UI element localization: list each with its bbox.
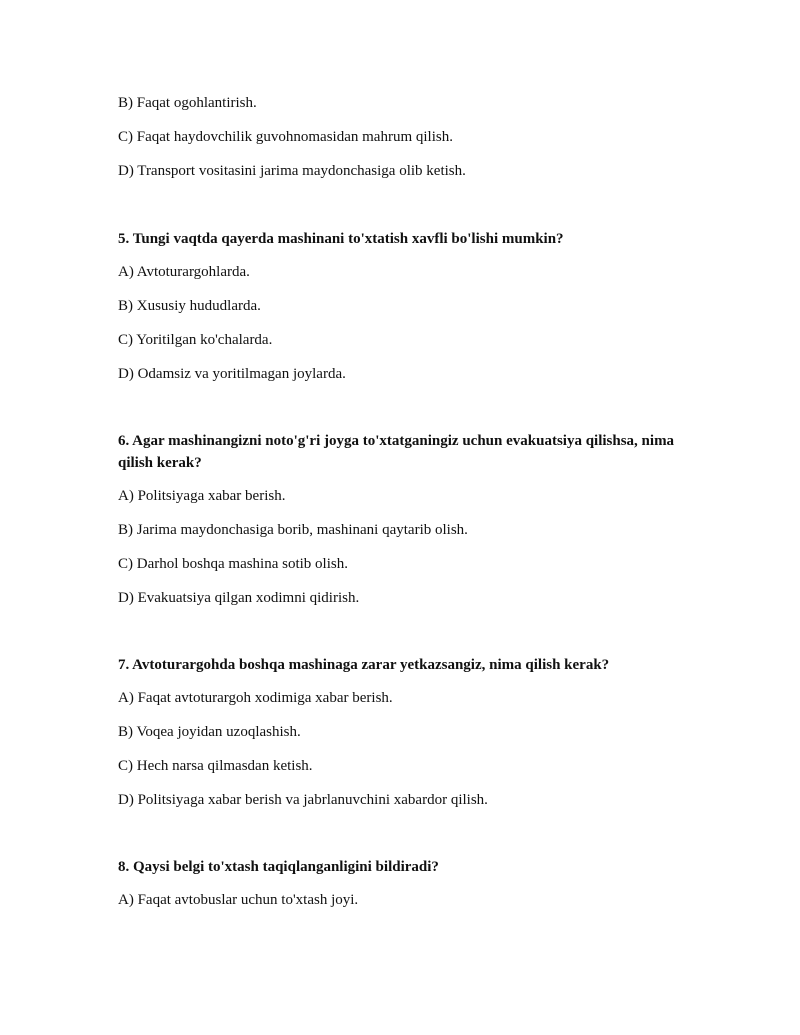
option-text: B) Jarima maydonchasiga borib, mashinani qaytarib olish. — [118, 522, 468, 538]
question-title: 5. Tungi vaqtda qayerda mashinani to'xtatish xavfli bo'lishi mumkin? — [118, 231, 564, 247]
option-text: B) Voqea joyidan uzoqlashish. — [118, 724, 301, 740]
option-text: A) Avtoturargohlarda. — [118, 264, 250, 280]
option-text: B) Faqat ogohlantirish. — [118, 95, 257, 111]
option-text: C) Hech narsa qilmasdan ketish. — [118, 758, 313, 774]
option-text: A) Politsiyaga xabar berish. — [118, 488, 286, 504]
option-text: A) Faqat avtoturargoh xodimiga xabar berish. — [118, 690, 393, 706]
question-title: 7. Avtoturargohda boshqa mashinaga zarar yetkazsangiz, nima qilish kerak? — [118, 657, 610, 673]
option-text: C) Faqat haydovchilik guvohnomasidan mahrum qilish. — [118, 129, 453, 145]
option-text: A) Faqat avtobuslar uchun to'xtash joyi. — [118, 892, 359, 908]
option-text: D) Odamsiz va yoritilmagan joylarda. — [118, 366, 346, 382]
option-text: D) Politsiyaga xabar berish va jabrlanuvchini xabardor qilish. — [118, 792, 488, 808]
question-title: 8. Qaysi belgi to'xtash taqiqlanganligini bildiradi? — [118, 859, 439, 875]
option-text: D) Evakuatsiya qilgan xodimni qidirish. — [118, 590, 360, 606]
question-title: 6. Agar mashinangizni noto'g'ri joyga to'xtatganingiz uchun evakuatsiya qilishsa, nima qilish kerak? — [118, 433, 675, 471]
option-text: C) Darhol boshqa mashina sotib olish. — [118, 556, 348, 572]
option-text: D) Transport vositasini jarima maydonchasiga olib ketish. — [118, 163, 466, 179]
option-text: C) Yoritilgan ko'chalarda. — [118, 332, 273, 348]
option-text: B) Xususiy hududlarda. — [118, 298, 261, 314]
